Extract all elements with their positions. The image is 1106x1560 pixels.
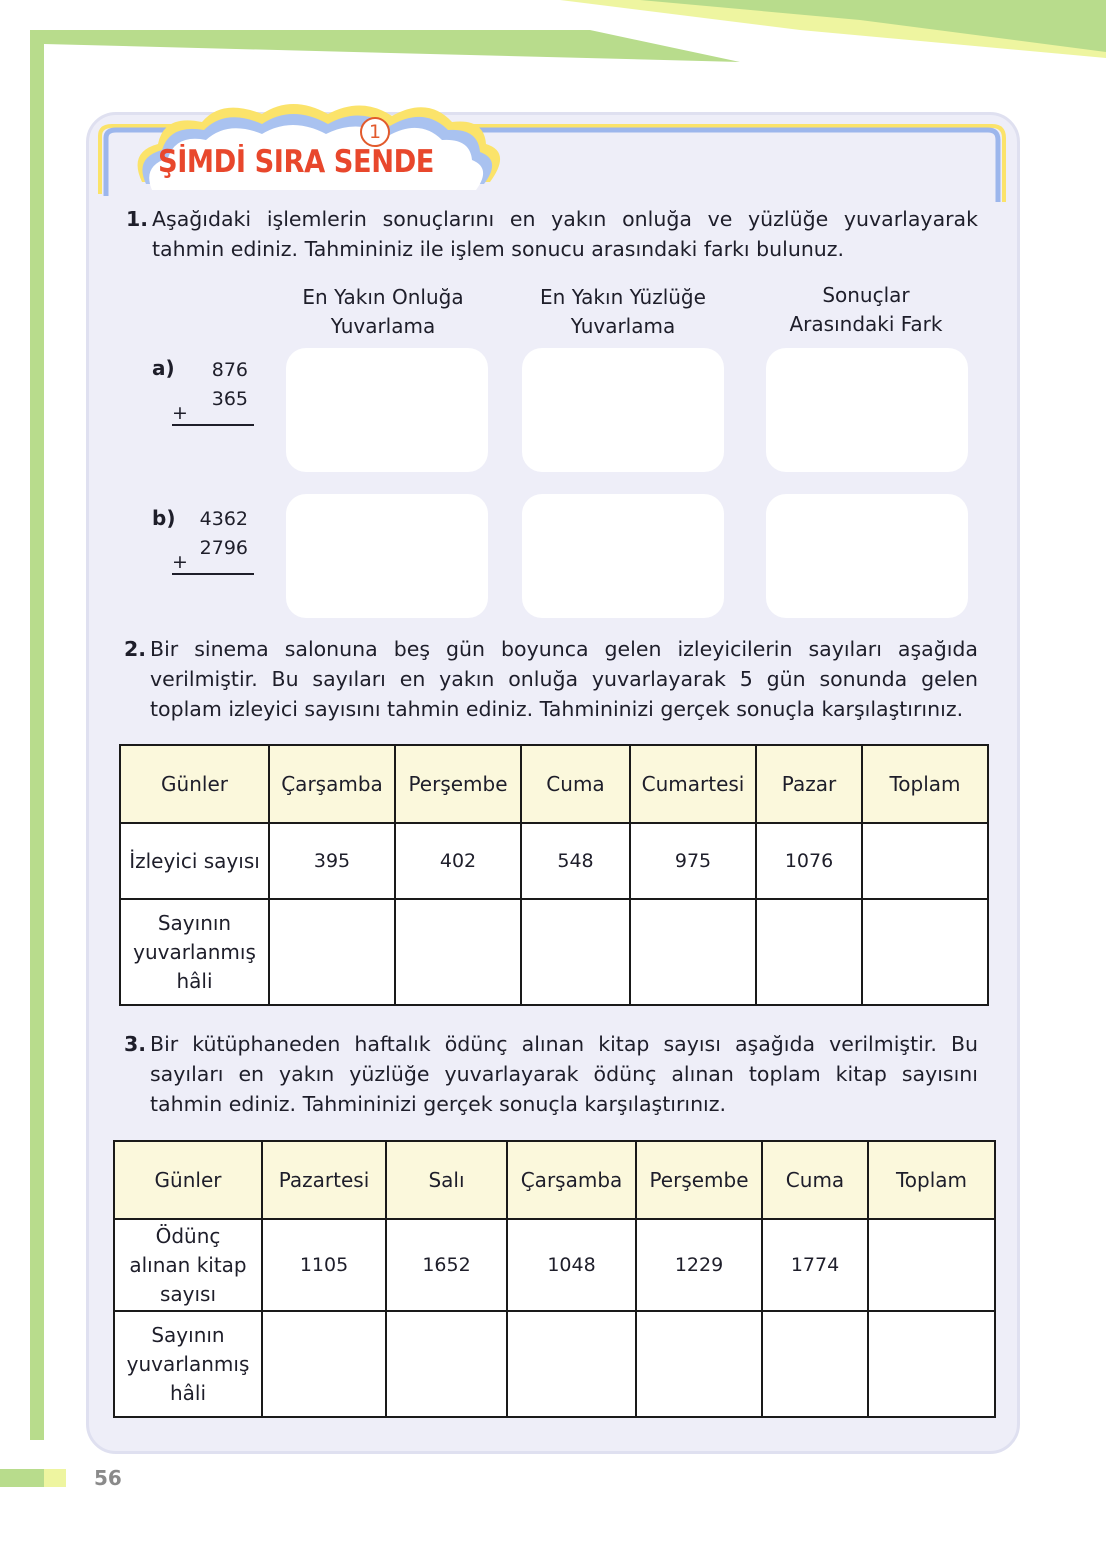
table-header-row bbox=[114, 1141, 995, 1219]
row-label-line: Sayının bbox=[151, 1322, 225, 1347]
question-1-text: Aşağıdaki işlemlerin sonuçlarını en yakın onluğa ve yüzlüğe yuvarlayarak tahmin ediniz. Tahmininiz ile işlem sonucu arasındaki farkı bulunuz. bbox=[152, 207, 978, 261]
table-row bbox=[114, 1311, 995, 1417]
answer-cell[interactable] bbox=[386, 1311, 507, 1417]
question-3 bbox=[124, 1029, 978, 1119]
table-row bbox=[120, 899, 988, 1005]
row-label-cell bbox=[120, 899, 269, 1005]
value-cell: 548 bbox=[521, 823, 630, 899]
question-3-number: 3. bbox=[124, 1032, 147, 1056]
answer-box-b-tens[interactable] bbox=[286, 494, 488, 618]
table-header-cell: Çarşamba bbox=[269, 745, 395, 823]
page-number-bar bbox=[0, 1469, 44, 1487]
answer-box-b-difference[interactable] bbox=[766, 494, 968, 618]
library-table bbox=[113, 1140, 996, 1418]
total-cell[interactable] bbox=[862, 823, 988, 899]
column-head-line: Sonuçlar bbox=[822, 283, 910, 307]
answer-cell[interactable] bbox=[507, 1311, 636, 1417]
question-1 bbox=[126, 204, 978, 264]
page-number: 56 bbox=[94, 1466, 122, 1490]
answer-cell[interactable] bbox=[862, 899, 988, 1005]
question-1-number: 1. bbox=[126, 207, 149, 231]
row-label-line: hâli bbox=[169, 1380, 207, 1405]
answer-cell[interactable] bbox=[756, 899, 862, 1005]
column-head-difference bbox=[746, 281, 986, 339]
value-cell: 402 bbox=[395, 823, 521, 899]
item-a-number-1: 876 bbox=[211, 359, 248, 381]
table-header-cell: Günler bbox=[114, 1141, 262, 1219]
item-b-number-2: 2796 bbox=[199, 537, 248, 559]
row-label-line: yuvarlanmış bbox=[126, 1351, 250, 1376]
column-head-line: En Yakın Yüzlüğe bbox=[540, 285, 706, 309]
row-label-line: sayısı bbox=[159, 1281, 217, 1306]
value-cell: 1774 bbox=[762, 1219, 868, 1311]
value-cell: 1048 bbox=[507, 1219, 636, 1311]
answer-cell[interactable] bbox=[636, 1311, 762, 1417]
table-row bbox=[120, 823, 988, 899]
column-head-hundreds bbox=[503, 283, 743, 341]
row-label-line: hâli bbox=[176, 968, 213, 993]
sum-line bbox=[172, 573, 254, 575]
item-b-number-1: 4362 bbox=[199, 508, 248, 530]
table-header-row bbox=[120, 745, 988, 823]
answer-box-a-difference[interactable] bbox=[766, 348, 968, 472]
question-3-text: Bir kütüphaneden haftalık ödünç alınan kitap sayısı aşağıda verilmiştir. Bu sayıları en yakın yüzlüğe yuvarlayarak ödünç alınan toplam kitap sayısını tahmin ediniz. Tahmininizi gerçek sonuçla karşılaştırınız. bbox=[150, 1032, 978, 1116]
row-label-cell: İzleyici sayısı bbox=[120, 823, 269, 899]
value-cell: 1652 bbox=[386, 1219, 507, 1311]
column-head-line: En Yakın Onluğa bbox=[302, 285, 464, 309]
question-2-text: Bir sinema salonuna beş gün boyunca gelen izleyicilerin sayıları aşağıda verilmiştir. Bu sayıları en yakın onluğa yuvarlayarak 5 gün sonunda gelen toplam izleyici sayısını tahmin ediniz. Tahmininizi gerçek sonuçla karşılaştırınız. bbox=[150, 637, 978, 721]
answer-cell[interactable] bbox=[630, 899, 756, 1005]
answer-box-a-hundreds[interactable] bbox=[522, 348, 724, 472]
table-header-cell: Cuma bbox=[521, 745, 630, 823]
table-header-cell: Cuma bbox=[762, 1141, 868, 1219]
answer-cell[interactable] bbox=[395, 899, 521, 1005]
page-number-bar bbox=[44, 1469, 66, 1487]
exercise-number-badge: 1 bbox=[360, 117, 390, 147]
answer-cell[interactable] bbox=[868, 1311, 995, 1417]
total-cell[interactable] bbox=[868, 1219, 995, 1311]
item-a-number-2: 365 bbox=[211, 388, 248, 410]
value-cell: 975 bbox=[630, 823, 756, 899]
table-header-cell: Toplam bbox=[862, 745, 988, 823]
answer-cell[interactable] bbox=[262, 1311, 386, 1417]
sum-line bbox=[172, 424, 254, 426]
table-header-cell: Pazar bbox=[756, 745, 862, 823]
column-head-line: Yuvarlama bbox=[330, 314, 436, 338]
column-head-line: Yuvarlama bbox=[570, 314, 676, 338]
column-head-tens bbox=[263, 283, 503, 341]
row-label-line: yuvarlanmış bbox=[133, 939, 256, 964]
answer-cell[interactable] bbox=[269, 899, 395, 1005]
answer-cell[interactable] bbox=[762, 1311, 868, 1417]
table-header-cell: Toplam bbox=[868, 1141, 995, 1219]
value-cell: 1105 bbox=[262, 1219, 386, 1311]
table-header-cell: Perşembe bbox=[395, 745, 521, 823]
table-header-cell: Günler bbox=[120, 745, 269, 823]
question-2 bbox=[124, 634, 978, 724]
answer-box-a-tens[interactable] bbox=[286, 348, 488, 472]
row-label-line: alınan kitap bbox=[129, 1252, 247, 1277]
table-header-cell: Salı bbox=[386, 1141, 507, 1219]
table-header-cell: Cumartesi bbox=[630, 745, 756, 823]
table-header-cell: Pazartesi bbox=[262, 1141, 386, 1219]
row-label-line: Ödünç bbox=[155, 1223, 221, 1248]
value-cell: 1229 bbox=[636, 1219, 762, 1311]
viewer-table bbox=[119, 744, 989, 1006]
plus-sign: + bbox=[172, 402, 188, 424]
table-header-cell: Perşembe bbox=[636, 1141, 762, 1219]
table-row bbox=[114, 1219, 995, 1311]
item-a-label: a) bbox=[152, 356, 175, 380]
value-cell: 1076 bbox=[756, 823, 862, 899]
table-header-cell: Çarşamba bbox=[507, 1141, 636, 1219]
question-2-number: 2. bbox=[124, 637, 147, 661]
column-head-line: Arasındaki Fark bbox=[789, 312, 943, 336]
plus-sign: + bbox=[172, 551, 188, 573]
item-b-label: b) bbox=[152, 506, 176, 530]
row-label-cell bbox=[114, 1219, 262, 1311]
exercise-title: ŞİMDİ SIRA SENDE bbox=[158, 144, 435, 180]
row-label-line: Sayının bbox=[157, 910, 232, 935]
row-label-cell bbox=[114, 1311, 262, 1417]
answer-box-b-hundreds[interactable] bbox=[522, 494, 724, 618]
value-cell: 395 bbox=[269, 823, 395, 899]
answer-cell[interactable] bbox=[521, 899, 630, 1005]
